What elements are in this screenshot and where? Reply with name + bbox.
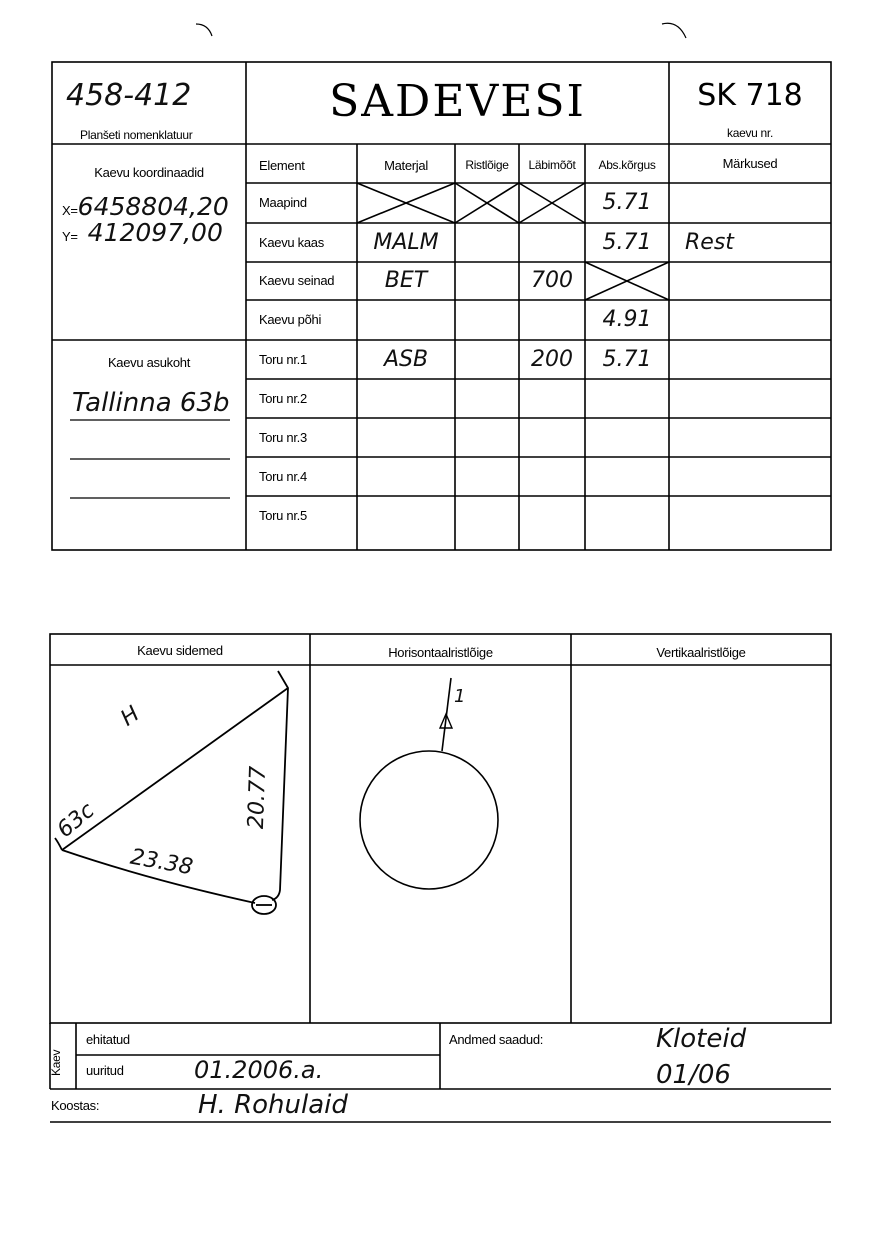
- sketch-distance-a: 20.77: [243, 765, 272, 830]
- pipe-number-label: 1: [454, 686, 466, 707]
- table-cell-ristloige: [455, 379, 519, 418]
- sketch-angle: 63c: [52, 798, 100, 843]
- built-label: ehitatud: [86, 1032, 130, 1047]
- table-cell-abs: [585, 496, 669, 550]
- location-label: Kaevu asukoht: [107, 355, 191, 370]
- coordinate-x-value: 6458804,20: [77, 192, 229, 221]
- table-row-label: Kaevu kaas: [259, 235, 324, 250]
- table-cell-materjal: [357, 496, 455, 550]
- page-title: SADEVESI: [329, 76, 586, 127]
- data-received-value-2: 01/06: [656, 1060, 731, 1090]
- horizontal-section-label: Horisontaalristlõige: [388, 645, 493, 660]
- table-cell-materjal: [357, 183, 455, 223]
- coordinate-y-value: 412097,00: [87, 218, 223, 247]
- table-cell-markused: [669, 300, 831, 340]
- col-header-ristloige: Ristlõige: [465, 158, 509, 172]
- surveyed-value: 01.2006.a.: [194, 1056, 324, 1084]
- table-cell-markused: [669, 457, 831, 496]
- table-cell-abs: 5.71: [602, 230, 652, 255]
- table-row-label: Toru nr.4: [259, 469, 307, 484]
- col-header-materjal: Materjal: [384, 158, 428, 173]
- table-cell-abs: [585, 262, 669, 300]
- sketch-distance-b: 23.38: [128, 844, 195, 881]
- table-cell-materjal: [357, 379, 455, 418]
- table-cell-labimoot: [519, 379, 585, 418]
- table-cell-markused: [669, 262, 831, 300]
- table-cell-abs: 5.71: [602, 190, 652, 215]
- coordinate-x: [62, 192, 229, 221]
- table-cell-materjal: [357, 300, 455, 340]
- table-cell-materjal: BET: [384, 268, 428, 293]
- coordinate-y: [62, 218, 223, 247]
- table-cell-ristloige: [455, 300, 519, 340]
- compiled-value: H. Rohulaid: [198, 1090, 348, 1120]
- sheet-number: 458-412: [66, 78, 192, 113]
- table-cell-markused: [669, 183, 831, 223]
- vertical-section-label: Vertikaalristlõige: [656, 645, 746, 660]
- table-cell-labimoot: 700: [531, 268, 573, 293]
- table-row-label: Kaevu põhi: [259, 312, 322, 327]
- well-number: SK 718: [697, 78, 803, 113]
- table-row-label: Toru nr.5: [259, 508, 307, 523]
- table-cell-abs: 5.71: [602, 347, 652, 372]
- table-cell-abs: 4.91: [602, 307, 652, 332]
- table-cell-abs: [585, 457, 669, 496]
- data-received-label: Andmed saadud:: [449, 1032, 544, 1047]
- table-cell-materjal: [357, 418, 455, 457]
- table-row-label: Toru nr.3: [259, 430, 307, 445]
- footer-side-label: Kaev: [49, 1049, 63, 1076]
- coordinate-y-prefix: Y=: [62, 229, 78, 244]
- compiled-label: Koostas:: [51, 1098, 100, 1113]
- table-cell-labimoot: [519, 183, 585, 223]
- table-cell-ristloige: [455, 262, 519, 300]
- table-cell-ristloige: [455, 418, 519, 457]
- table-cell-ristloige: [455, 340, 519, 379]
- table-cell-ristloige: [455, 496, 519, 550]
- links-label: Kaevu sidemed: [137, 643, 223, 658]
- table-row-label: Maapind: [259, 195, 307, 210]
- table-cell-materjal: MALM: [373, 230, 439, 255]
- col-header-markused: Märkused: [722, 156, 778, 171]
- table-cell-labimoot: [519, 418, 585, 457]
- col-header-labimoot: Läbimõõt: [528, 158, 576, 172]
- sheet-number-label: Planšeti nomenklatuur: [80, 128, 193, 142]
- table-cell-markused: Rest: [685, 230, 734, 255]
- table-cell-labimoot: [519, 496, 585, 550]
- table-row-label: Toru nr.2: [259, 391, 307, 406]
- table-cell-labimoot: [519, 457, 585, 496]
- table-row-label: Kaevu seinad: [259, 273, 335, 288]
- table-cell-ristloige: [455, 457, 519, 496]
- col-header-element: Element: [259, 158, 305, 173]
- table-cell-markused: [669, 340, 831, 379]
- surveyed-label: uuritud: [86, 1063, 124, 1078]
- table-cell-markused: [669, 379, 831, 418]
- sketch-letter: H: [116, 701, 145, 732]
- table-cell-ristloige: [455, 183, 519, 223]
- data-received-value-1: Kloteid: [656, 1024, 747, 1054]
- table-row-label: Toru nr.1: [259, 352, 307, 367]
- table-cell-abs: [585, 379, 669, 418]
- table-cell-markused: [669, 418, 831, 457]
- table-cell-materjal: ASB: [383, 347, 429, 372]
- table-cell-ristloige: [455, 223, 519, 262]
- table-cell-markused: [669, 496, 831, 550]
- coordinate-x-prefix: X=: [62, 203, 78, 218]
- col-header-abs: Abs.kõrgus: [598, 158, 656, 172]
- coordinates-label: Kaevu koordinaadid: [94, 165, 204, 180]
- table-cell-labimoot: [519, 300, 585, 340]
- location-address: Tallinna 63b: [72, 388, 230, 418]
- table-cell-labimoot: [519, 223, 585, 262]
- well-number-label: kaevu nr.: [727, 126, 773, 140]
- table-cell-materjal: [357, 457, 455, 496]
- table-cell-labimoot: 200: [531, 347, 573, 372]
- table-cell-abs: [585, 418, 669, 457]
